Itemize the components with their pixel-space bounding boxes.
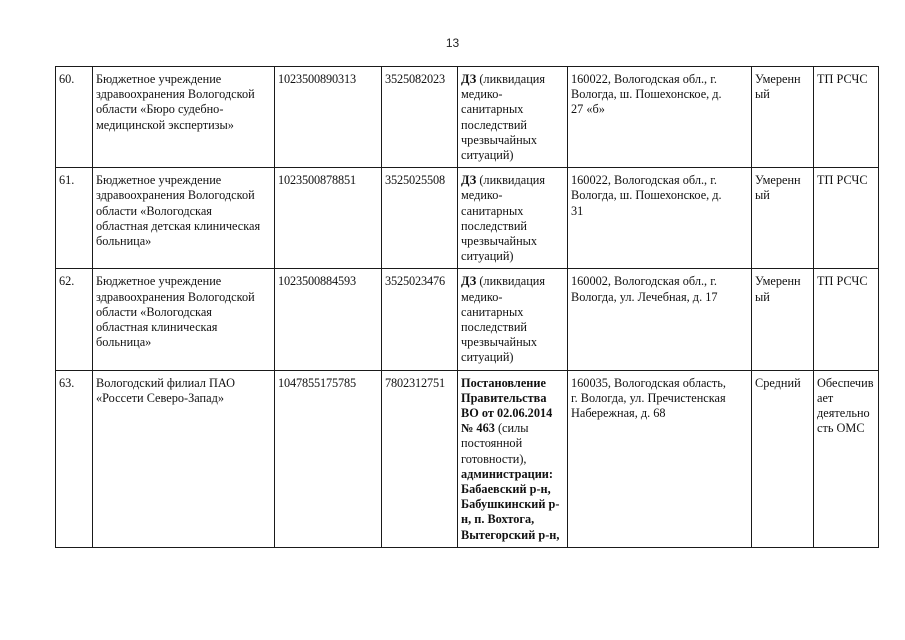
address: 160035, Вологодская область, г. Вологда, ул. Пречистенская Набережная, д. 68 <box>568 370 752 547</box>
table-row <box>56 370 879 547</box>
ogrn: 1023500878851 <box>275 168 382 269</box>
table-row <box>56 67 879 168</box>
organization-name: Бюджетное учреждение здравоохранения Вологодской области «Вологодская областная детская клиническая больница» <box>93 168 275 269</box>
address: 160022, Вологодская обл., г. Вологда, ш. Пошехонское, д. 31 <box>568 168 752 269</box>
basis: ДЗ (ликвидация медико- санитарных последствий чрезвычайных ситуаций) <box>458 269 568 370</box>
organization-name: Бюджетное учреждение здравоохранения Вологодской области «Бюро судебно- медицинской экспертизы» <box>93 67 275 168</box>
inn: 3525082023 <box>382 67 458 168</box>
inn: 3525025508 <box>382 168 458 269</box>
ogrn: 1047855175785 <box>275 370 382 547</box>
row-number: 63. <box>56 370 93 547</box>
function: ТП РСЧС <box>814 67 879 168</box>
risk-level: Умеренн ый <box>752 67 814 168</box>
risk-level: Умеренн ый <box>752 269 814 370</box>
row-number: 60. <box>56 67 93 168</box>
risk-level: Средний <box>752 370 814 547</box>
page-number: 13 <box>445 36 460 50</box>
ogrn: 1023500884593 <box>275 269 382 370</box>
table-row <box>56 269 879 370</box>
function: ТП РСЧС <box>814 168 879 269</box>
inn: 7802312751 <box>382 370 458 547</box>
row-number: 61. <box>56 168 93 269</box>
registry-table <box>55 66 879 548</box>
function: ТП РСЧС <box>814 269 879 370</box>
basis: ДЗ (ликвидация медико- санитарных последствий чрезвычайных ситуаций) <box>458 168 568 269</box>
address: 160002, Вологодская обл., г. Вологда, ул. Лечебная, д. 17 <box>568 269 752 370</box>
address: 160022, Вологодская обл., г. Вологда, ш. Пошехонское, д. 27 «б» <box>568 67 752 168</box>
ogrn: 1023500890313 <box>275 67 382 168</box>
row-number: 62. <box>56 269 93 370</box>
risk-level: Умеренн ый <box>752 168 814 269</box>
basis: Постановление Правительства ВО от 02.06.2014 № 463 (силы постоянной готовности), администрации: Бабаевский р-н, Бабушкинский р- н, п. Вохтога, Вытегорский р-н, <box>458 370 568 547</box>
inn: 3525023476 <box>382 269 458 370</box>
table-row <box>56 168 879 269</box>
function: Обеспечив ает деятельно сть ОМС <box>814 370 879 547</box>
basis: ДЗ (ликвидация медико- санитарных последствий чрезвычайных ситуаций) <box>458 67 568 168</box>
organization-name: Вологодский филиал ПАО «Россети Северо-Запад» <box>93 370 275 547</box>
organization-name: Бюджетное учреждение здравоохранения Вологодской области «Вологодская областная клиническая больница» <box>93 269 275 370</box>
